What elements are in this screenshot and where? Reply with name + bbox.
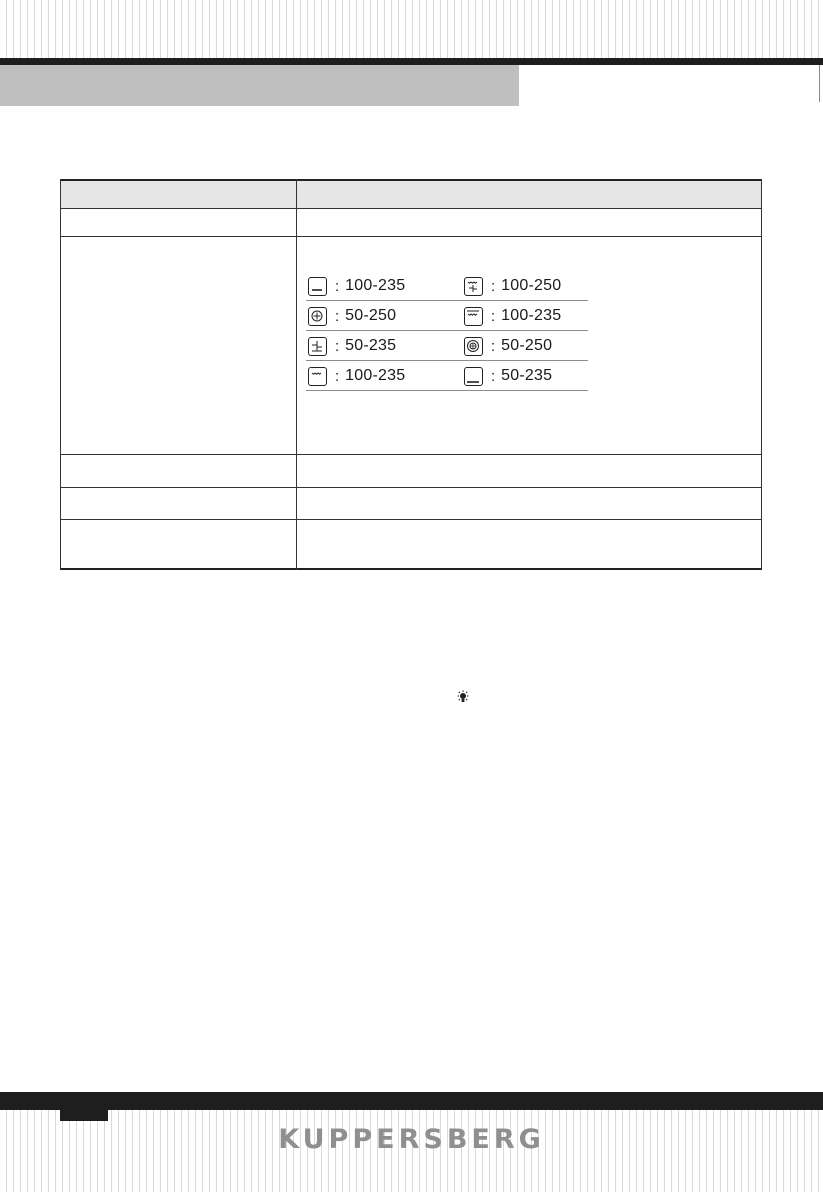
double-grill-icon xyxy=(464,307,483,326)
ring-fan-icon xyxy=(464,337,483,356)
mode-range: 50-235 xyxy=(501,367,553,384)
bottom-rule xyxy=(0,1092,823,1110)
mode-range: 100-235 xyxy=(345,277,406,294)
table-border-right xyxy=(761,179,762,570)
temperature-mode-list xyxy=(306,271,588,391)
grill-fan-icon xyxy=(464,277,483,296)
section-title-bar xyxy=(0,65,519,106)
mode-range: 50-235 xyxy=(345,337,397,354)
mode-colon: : xyxy=(491,277,496,295)
mode-colon: : xyxy=(335,337,340,355)
top-bottom-fan-icon xyxy=(308,337,327,356)
light-bulb-icon xyxy=(456,690,470,704)
brand-logo xyxy=(0,1124,823,1155)
table-row-divider xyxy=(60,519,762,520)
mode-item xyxy=(308,365,405,387)
table-row-divider xyxy=(60,454,762,455)
mode-colon: : xyxy=(335,367,340,385)
grill-icon xyxy=(308,367,327,386)
bottom-heat-icon xyxy=(308,277,327,296)
top-rule xyxy=(0,58,823,65)
mode-row xyxy=(306,301,588,330)
mode-row xyxy=(306,271,588,300)
mode-range: 50-250 xyxy=(501,337,553,354)
lower-heat-icon xyxy=(464,367,483,386)
mode-colon: : xyxy=(491,307,496,325)
mode-range: 100-235 xyxy=(345,367,406,384)
table-border-bottom xyxy=(60,568,762,570)
page-edge-mark xyxy=(819,65,820,102)
mode-item xyxy=(308,335,396,357)
table-row-divider xyxy=(60,208,762,209)
page-number-tab xyxy=(60,1108,108,1121)
table-row-divider xyxy=(60,487,762,488)
mode-range: 100-235 xyxy=(501,307,562,324)
mode-row-divider xyxy=(306,390,588,391)
mode-item xyxy=(464,305,561,327)
mode-colon: : xyxy=(491,337,496,355)
brand-name: KUPPERSBERG xyxy=(278,1124,545,1155)
mode-colon: : xyxy=(335,307,340,325)
mode-row xyxy=(306,331,588,360)
table-border-top xyxy=(60,179,762,181)
mode-range: 50-250 xyxy=(345,307,397,324)
mode-item xyxy=(464,275,561,297)
table-column-divider xyxy=(296,179,297,570)
mode-colon: : xyxy=(491,367,496,385)
mode-range: 100-250 xyxy=(501,277,562,294)
mode-colon: : xyxy=(335,277,340,295)
table-header-row xyxy=(60,179,762,208)
mode-item xyxy=(464,335,552,357)
table-row-divider xyxy=(60,236,762,237)
fan-icon xyxy=(308,307,327,326)
mode-row xyxy=(306,361,588,390)
mode-item xyxy=(308,305,396,327)
mode-item xyxy=(308,275,405,297)
mode-item xyxy=(464,365,552,387)
table-border-left xyxy=(60,179,61,570)
top-stripe-band xyxy=(0,0,823,58)
